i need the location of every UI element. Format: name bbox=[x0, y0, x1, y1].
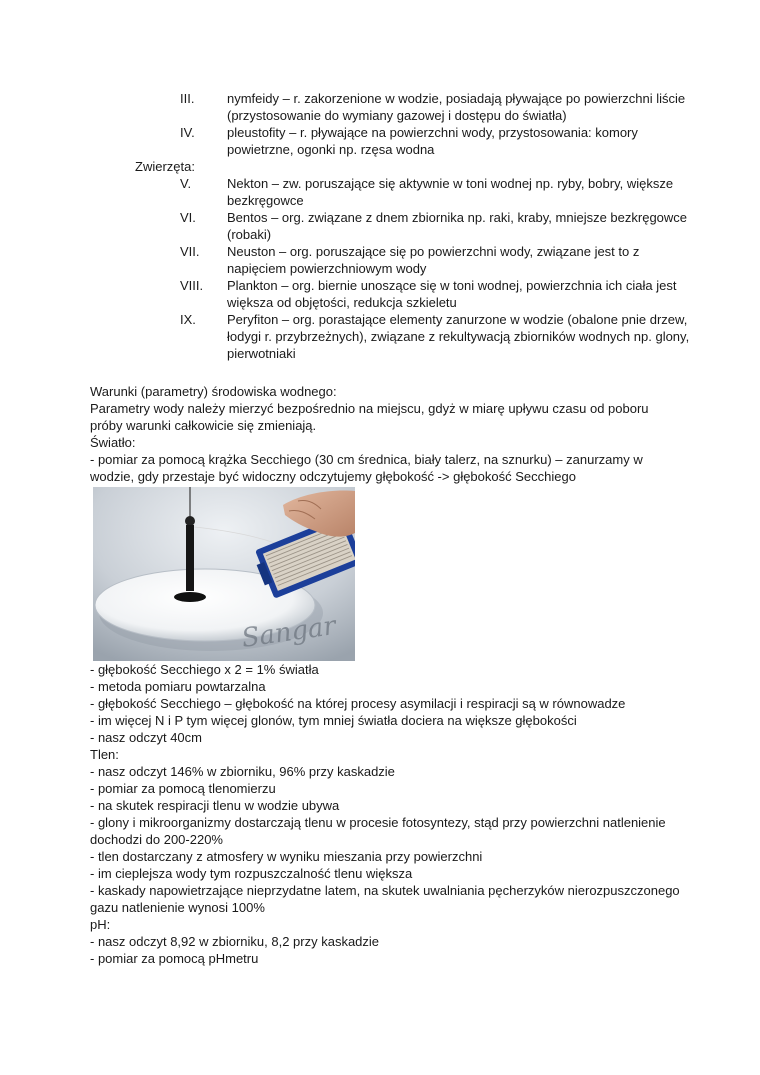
light-point: - nasz odczyt 40cm bbox=[90, 730, 202, 745]
secchi-disk-illustration bbox=[93, 487, 355, 661]
list-item bbox=[135, 175, 695, 209]
oxygen-point: - tlen dostarczany z atmosfery w wyniku mieszania przy powierzchni bbox=[90, 849, 483, 864]
list-number: IX. bbox=[180, 312, 196, 327]
light-point: - im więcej N i P tym więcej glonów, tym mniej światła dociera na większe głębokości bbox=[90, 713, 577, 728]
oxygen-point: - nasz odczyt 146% w zbiorniku, 96% przy kaskadzie bbox=[90, 764, 395, 779]
list-number: V. bbox=[180, 176, 192, 191]
list-text: Neuston – org. poruszające się po powierzchni wody, związane jest to z napięciem powierzchniowym wody bbox=[227, 244, 640, 276]
ph-point: - nasz odczyt 8,92 w zbiorniku, 8,2 przy kaskadzie bbox=[90, 934, 380, 949]
list-number: VI. bbox=[180, 210, 196, 225]
intro-paragraph: Parametry wody należy mierzyć bezpośrednio na miejscu, gdyż w miarę upływu czasu od poboru próby warunki całkowicie się zmieniają. bbox=[90, 401, 649, 433]
light-point: - metoda pomiaru powtarzalna bbox=[90, 679, 266, 694]
light-heading: Światło: bbox=[90, 435, 136, 450]
oxygen-point: - pomiar za pomocą tlenomierzu bbox=[90, 781, 276, 796]
measurements-section bbox=[90, 661, 680, 967]
list-item bbox=[135, 311, 695, 362]
organism-list bbox=[135, 90, 695, 362]
secchi-description: - pomiar za pomocą krążka Secchiego (30 cm średnica, biały talerz, na sznurku) – zanurzamy w wodzie, gdy przestaje być widoczny odczytujemy głębokość -> głębokość Secchiego bbox=[90, 452, 643, 484]
photo-signature: Sangar bbox=[239, 611, 338, 654]
list-text: Nekton – zw. poruszające się aktywnie w toni wodnej np. ryby, bobry, większe bezkręgowce bbox=[227, 176, 674, 208]
list-item bbox=[135, 209, 695, 243]
list-item bbox=[135, 243, 695, 277]
light-point: - głębokość Secchiego x 2 = 1% światła bbox=[90, 662, 319, 677]
list-number: III. bbox=[180, 91, 195, 106]
oxygen-point: - glony i mikroorganizmy dostarczają tlenu w procesie fotosyntezy, stąd przy powierzchni natlenienie dochodzi do 200-220% bbox=[90, 815, 666, 847]
list-number: IV. bbox=[180, 125, 195, 140]
list-text: Plankton – org. biernie unoszące się w toni wodnej, powierzchnia ich ciała jest większa od objętości, redukcja szkieletu bbox=[227, 278, 677, 310]
oxygen-point: - kaskady napowietrzające nieprzydatne latem, na skutek uwalniania pęcherzyków nierozpuszczonego gazu natlenienie wynosi 100% bbox=[90, 883, 680, 915]
list-text: Peryfiton – org. porastające elementy zanurzone w wodzie (obalone pnie drzew, łodygi r. przybrzeżnych), związane z rekultywacją zbiorników wodnych np. glony, pierwotniaki bbox=[227, 312, 690, 361]
oxygen-point: - na skutek respiracji tlenu w wodzie ubywa bbox=[90, 798, 340, 813]
ph-point: - pomiar za pomocą pHmetru bbox=[90, 951, 259, 966]
oxygen-heading: Tlen: bbox=[90, 747, 119, 762]
list-text: nymfeidy – r. zakorzenione w wodzie, posiadają pływające po powierzchni liście (przystosowanie do wymiany gazowej i dostępu do światła) bbox=[227, 91, 686, 123]
list-text: pleustofity – r. pływające na powierzchni wody, przystosowania: komory powietrzne, ogonki np. rzęsa wodna bbox=[227, 125, 638, 157]
secchi-disk-photo bbox=[93, 487, 355, 661]
conditions-section bbox=[90, 383, 680, 485]
ph-heading: pH: bbox=[90, 917, 111, 932]
light-point: - głębokość Secchiego – głębokość na której procesy asymilacji i respiracji są w równowadze bbox=[90, 696, 626, 711]
list-number: VIII. bbox=[180, 278, 204, 293]
list-item bbox=[135, 124, 695, 158]
list-item bbox=[135, 277, 695, 311]
list-text: Bentos – org. związane z dnem zbiornika np. raki, kraby, mniejsze bezkręgowce (robaki) bbox=[227, 210, 688, 242]
oxygen-point: - im cieplejsza wody tym rozpuszczalność tlenu większa bbox=[90, 866, 413, 881]
list-item bbox=[135, 90, 695, 124]
animals-heading: Zwierzęta: bbox=[135, 159, 195, 174]
section-title: Warunki (parametry) środowiska wodnego: bbox=[90, 384, 337, 399]
list-number: VII. bbox=[180, 244, 200, 259]
